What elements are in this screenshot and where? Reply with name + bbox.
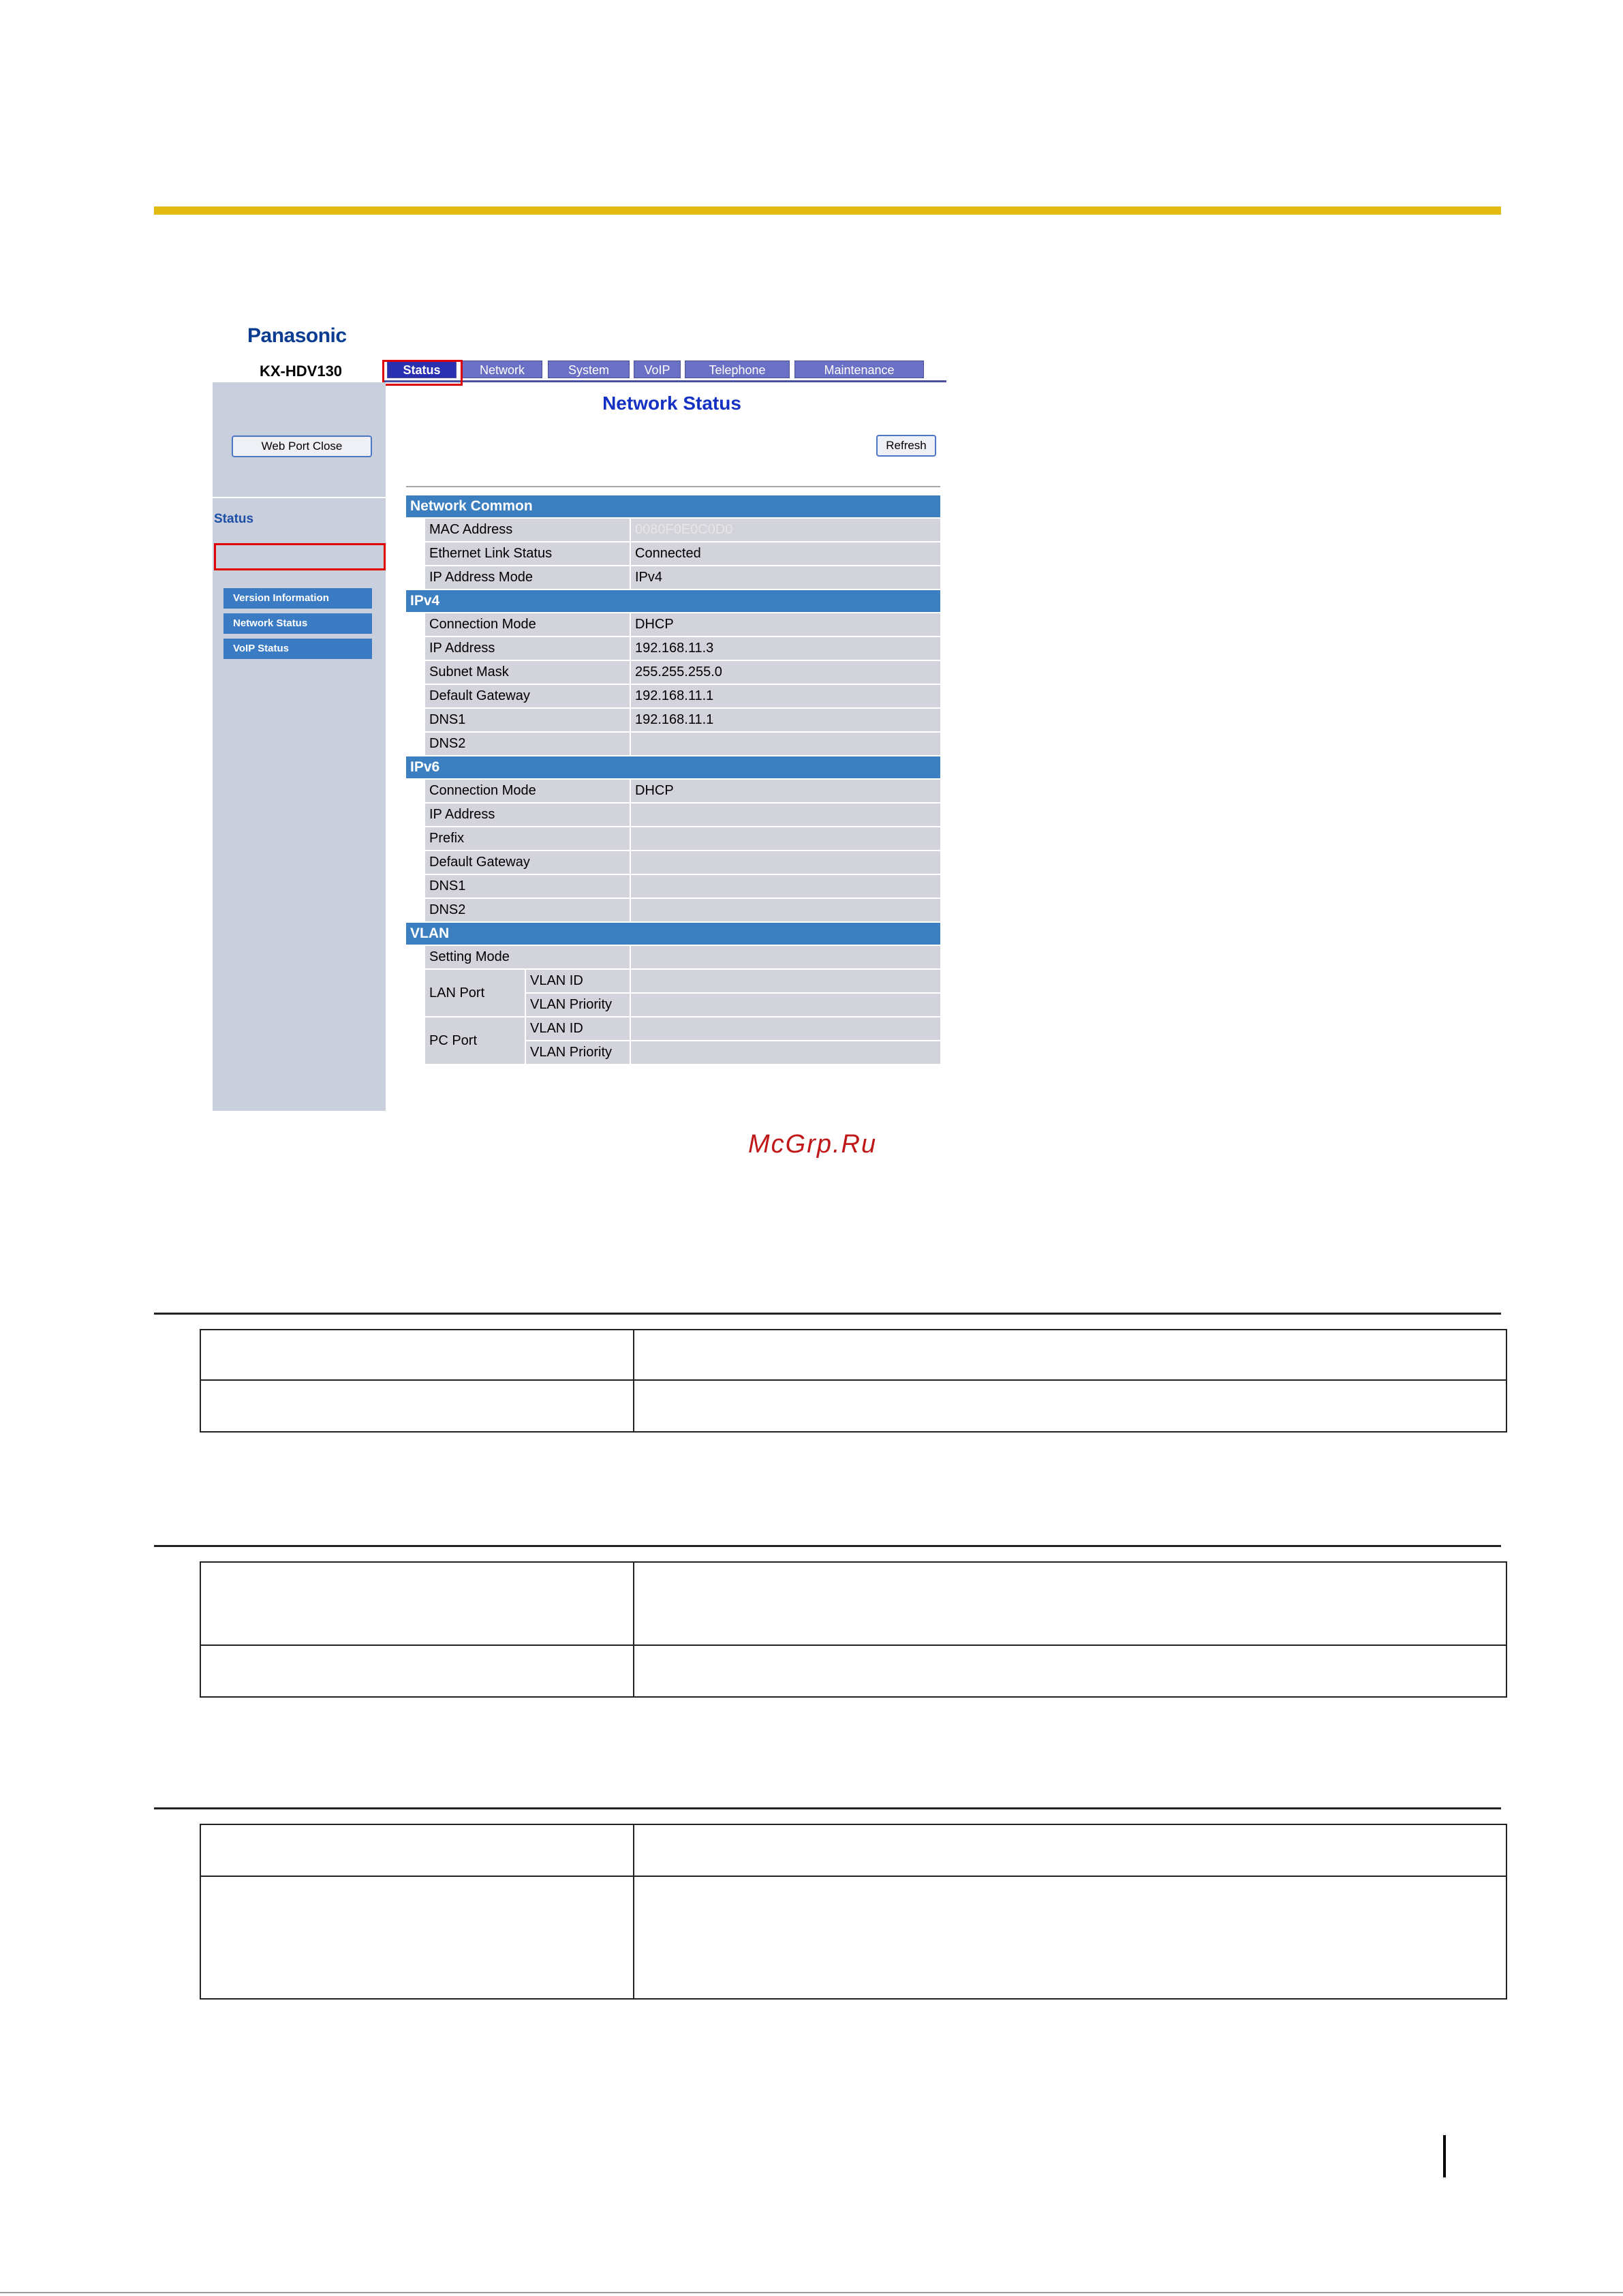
row-value-ipv6-dns1 (631, 875, 940, 898)
web-ui-screenshot (208, 312, 946, 1111)
sidebar-item-voip-status[interactable]: VoIP Status (223, 639, 372, 659)
table-cell (200, 1330, 634, 1380)
web-port-close-button[interactable]: Web Port Close (232, 435, 372, 457)
row-label-ipv6-ip-address: IP Address (425, 803, 630, 826)
header-accent-bar (154, 206, 1501, 215)
table-cell (634, 1562, 1506, 1645)
section-ipv6-heading: IPv6 (406, 756, 940, 778)
row-label-pc-port: PC Port (425, 1017, 525, 1064)
row-label-ipv6-connection-mode: Connection Mode (425, 780, 630, 802)
row-value-pc-vlan-id (631, 1017, 940, 1040)
param-table-3 (200, 1824, 1507, 2000)
sidebar-item-network-status[interactable]: Network Status (223, 613, 372, 634)
table-row (200, 1824, 1506, 1876)
table-cell (634, 1380, 1506, 1432)
row-value-ethernet-link-status: Connected (631, 542, 940, 565)
row-label-setting-mode: Setting Mode (425, 946, 630, 968)
row-label-ipv6-default-gateway: Default Gateway (425, 851, 630, 874)
tab-status[interactable]: Status (387, 361, 457, 378)
row-label-ipv4-dns2: DNS2 (425, 733, 630, 755)
section-rule-2 (154, 1545, 1501, 1547)
row-label-lan-vlan-id: VLAN ID (526, 970, 630, 992)
row-value-ipv4-default-gateway: 192.168.11.1 (631, 685, 940, 707)
row-label-subnet-mask: Subnet Mask (425, 661, 630, 684)
table-cell (634, 1645, 1506, 1697)
table-cell (634, 1876, 1506, 1999)
table-row (200, 1380, 1506, 1432)
row-label-ipv4-dns1: DNS1 (425, 709, 630, 731)
table-cell (200, 1645, 634, 1697)
sidebar-heading: Status (214, 512, 254, 526)
table-cell (200, 1824, 634, 1876)
table-row (200, 1645, 1506, 1697)
tab-maintenance[interactable]: Maintenance (794, 361, 924, 378)
row-value-mac-address: 0080F0E0C0D0 (631, 519, 940, 541)
param-table-2 (200, 1561, 1507, 1698)
row-value-ipv4-dns2 (631, 733, 940, 755)
row-value-subnet-mask: 255.255.255.0 (631, 661, 940, 684)
content-divider (406, 486, 940, 487)
row-value-setting-mode (631, 946, 940, 968)
row-label-ipv4-ip-address: IP Address (425, 637, 630, 660)
refresh-button[interactable]: Refresh (876, 435, 936, 457)
brand-logo: Panasonic (247, 324, 347, 347)
tab-bar-underline (382, 380, 946, 382)
row-value-lan-vlan-priority (631, 994, 940, 1016)
row-label-pc-vlan-priority: VLAN Priority (526, 1041, 630, 1064)
row-value-ipv6-connection-mode: DHCP (631, 780, 940, 802)
tab-telephone[interactable]: Telephone (685, 361, 790, 378)
row-label-lan-port: LAN Port (425, 970, 525, 1016)
table-row (200, 1330, 1506, 1380)
page-bottom-line (0, 2292, 1623, 2293)
row-value-pc-vlan-priority (631, 1041, 940, 1064)
row-value-lan-vlan-id (631, 970, 940, 992)
tab-network[interactable]: Network (462, 361, 542, 378)
row-label-ip-address-mode: IP Address Mode (425, 566, 630, 589)
row-label-ethernet-link-status: Ethernet Link Status (425, 542, 630, 565)
sidebar-highlight-box (214, 543, 386, 570)
row-label-prefix: Prefix (425, 827, 630, 850)
row-label-lan-vlan-priority: VLAN Priority (526, 994, 630, 1016)
row-label-ipv6-dns2: DNS2 (425, 899, 630, 921)
section-network-common-heading: Network Common (406, 495, 940, 517)
row-value-ipv6-default-gateway (631, 851, 940, 874)
table-row (200, 1562, 1506, 1645)
row-label-mac-address: MAC Address (425, 519, 630, 541)
row-label-ipv4-connection-mode: Connection Mode (425, 613, 630, 636)
row-value-prefix (631, 827, 940, 850)
row-label-ipv6-dns1: DNS1 (425, 875, 630, 898)
section-vlan-heading: VLAN (406, 923, 940, 945)
tab-system[interactable]: System (548, 361, 630, 378)
table-cell (200, 1876, 634, 1999)
watermark-text: McGrp.Ru (748, 1130, 878, 1159)
tab-highlight-box (382, 360, 463, 386)
param-table-1 (200, 1329, 1507, 1433)
row-value-ip-address-mode: IPv4 (631, 566, 940, 589)
sidebar-divider (213, 497, 386, 498)
sidebar-item-version-information[interactable]: Version Information (223, 588, 372, 609)
page-edge-marker (1443, 2135, 1446, 2177)
table-cell (200, 1562, 634, 1645)
table-cell (634, 1330, 1506, 1380)
section-ipv4-heading: IPv4 (406, 590, 940, 612)
model-label: KX-HDV130 (260, 363, 343, 380)
sidebar (213, 382, 386, 1111)
row-label-ipv4-default-gateway: Default Gateway (425, 685, 630, 707)
row-value-ipv4-ip-address: 192.168.11.3 (631, 637, 940, 660)
table-cell (634, 1824, 1506, 1876)
page-title: Network Status (602, 393, 741, 414)
tab-voip[interactable]: VoIP (634, 361, 681, 378)
row-value-ipv4-connection-mode: DHCP (631, 613, 940, 636)
row-value-ipv6-dns2 (631, 899, 940, 921)
row-value-ipv4-dns1: 192.168.11.1 (631, 709, 940, 731)
section-rule-1 (154, 1313, 1501, 1315)
row-value-ipv6-ip-address (631, 803, 940, 826)
table-row (200, 1876, 1506, 1999)
row-label-pc-vlan-id: VLAN ID (526, 1017, 630, 1040)
table-cell (200, 1380, 634, 1432)
section-rule-3 (154, 1807, 1501, 1809)
